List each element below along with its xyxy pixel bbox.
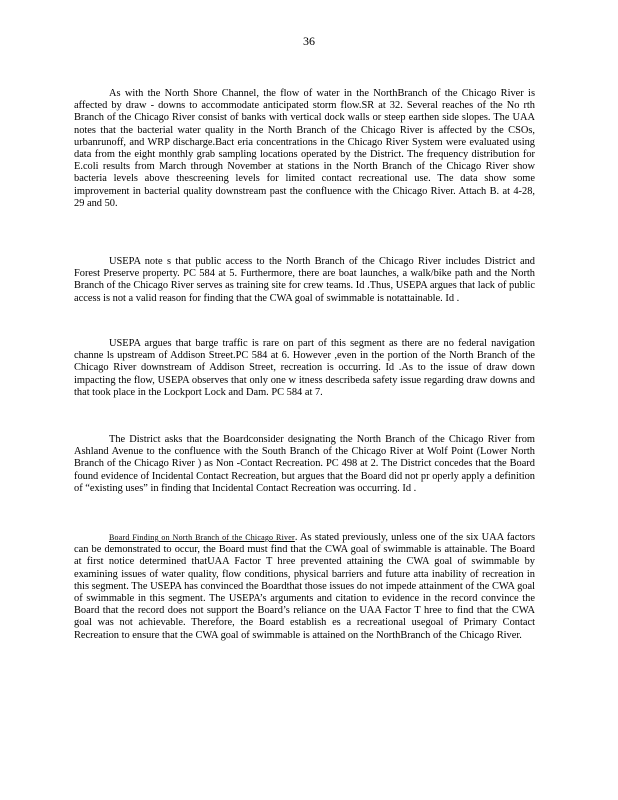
page-number: 36: [303, 34, 315, 48]
board-finding-heading: Board Finding on North Branch of the Chicago River: [109, 533, 295, 542]
paragraph-district-request: The District asks that the Boardconsider designating the North Branch of the Chicago River from Ashland Avenue to the confluence with the South Branch of the Chicago River at Wolf Point (Lower North Branch of the Chicago River ) as Non -Contact Recreation. PC 498 at 2. The District concedes that the Board found evidence of Incidental Contact Recreation, but argues that the Board did not pr operly apply a definition of “existing uses” in finding that Incidental Contact Recreation was occurring. Id .: [74, 434, 535, 494]
paragraph-usepa-barge-traffic: USEPA argues that barge traffic is rare on part of this segment as there are no federal navigation channe ls upstream of Addison Street.PC 584 at 6. However ,even in the portion of the North Branch of the Chicago River downstream of Addison Street, recreation is occurring. Id .As to the issue of draw down impacting the flow, USEPA observes that only one w itness describeda safety issue regarding draw downs and that took place in the Lockport Lock and Dam. PC 584 at 7.: [74, 338, 535, 398]
board-finding-text: . As stated previously, unless one of the six UAA factors can be demonstrated to occur, the Board must find that the CWA goal of swimmable is attainable. The Board at first notice determined thatUAA Factor T hree prevented attaining the CWA goal of swimmable by examining issues of water quality, flow conditions, physical barriers and future atta inability of recreation in this segment. The USEPA has convinced the Boardthat those issues do not impede attainment of the CWA goal of swimmable in this segment. The USEPA’s arguments and citation to evidence in the record convince the Board that the record does not support the Board’s reliance on the UAA Factor T hree to find that the CWA goal was not achievable. Therefore, the Board establish es a recreational usegoal of Primary Contact Recreation to ensure that the CWA goal of swimmable is attained on the NorthBranch of the Chicago River.: [74, 532, 535, 641]
paragraph-board-finding: [74, 532, 535, 642]
paragraph-north-shore-channel: As with the North Shore Channel, the flow of water in the NorthBranch of the Chicago River is affected by draw - downs to accommodate anticipated storm flow.SR at 32. Several reaches of the No rth Branch of the Chicago River consist of banks with vertical dock walls or steep earthen side slopes. The UAA notes that the bacterial water quality in the North Branch of the Chicago River is affected by the CSOs, urbanrunoff, and WRP discharge.Bact eria concentrations in the Chicago River System were evaluated using data from the eight monthly grab sampling locations operated by the District. The frequency distribution for E.coli results from March through November at stations in the North Branch of the Chicago River show bacteria levels above thescreening levels for limited contact recreational use. The data show some improvement in bacterial quality downstream past the confluence with the Chicago River. Attach B. at 4-28, 29 and 50.: [74, 88, 535, 209]
paragraph-usepa-public-access: USEPA note s that public access to the North Branch of the Chicago River includes District and Forest Preserve property. PC 584 at 5. Furthermore, there are boat launches, a walk/bike path and the North Branch of the Chicago River serves as training site for crew teams. Id .Thus, USEPA argues that lack of public access is not a valid reason for finding that the CWA goal of swimmable is notattainable. Id .: [74, 256, 535, 304]
